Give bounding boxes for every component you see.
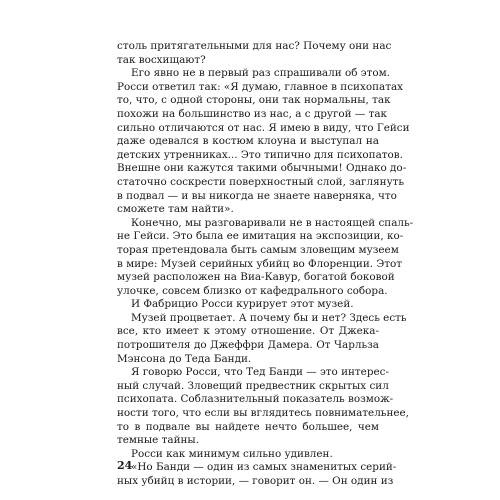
text-line: Конечно, мы разговаривали не в настоящей спаль-	[131, 216, 414, 229]
text-line: Росси как минимум сильно удивлен.	[131, 447, 333, 460]
text-line: «Но Банди — один из самых знаменитых серий-	[131, 461, 397, 474]
text-line: все, кто имеет к этому отношение. От Джека-	[117, 325, 379, 338]
text-line: сильно отличаются от нас. Я имею в виду, что Гейси	[117, 121, 410, 134]
text-line: так восхищают?	[117, 53, 206, 66]
page-number: 24	[117, 459, 133, 472]
text-line: потрошителя до Джеффри Дамера. От Чарльза	[117, 339, 379, 352]
text-line: И Фабрицио Росси курирует этот музей.	[131, 298, 354, 311]
body-text	[117, 40, 414, 489]
text-line: то в подвале вы найдете нечто большее, чем	[117, 420, 379, 433]
text-line: столь притягательными для нас? Почему они нас	[117, 40, 392, 52]
text-line: Музей процветает. А почему бы и нет? Здесь есть	[131, 311, 407, 324]
text-line: ный случай. Зловещий предвестник скрытых сил	[117, 379, 389, 392]
text-line: музей расположен на Виа-Кавур, богатой боковой	[117, 271, 395, 284]
text-line: сможете там найти».	[117, 203, 234, 216]
text-line: ности того, что если вы вглядитесь повнимательнее,	[117, 407, 409, 420]
text-line: Мэнсона до Теда Банди.	[117, 352, 252, 365]
text-line: похожи на большинство из нас, а с другой — так	[117, 107, 388, 120]
text-line: темные тайны.	[117, 434, 199, 447]
text-line: торая претендовала быть самым зловещим музеем	[117, 243, 399, 256]
text-line: ных убийц в истории, — говорит он. — Он один из	[117, 475, 394, 487]
text-line: Его явно не в первый раз спрашивали об этом.	[131, 67, 390, 80]
text-line: Я говорю Росси, что Тед Банди — это интерес-	[131, 366, 389, 379]
text-line: в мире: Музей серийных убийц во Флоренции. Этот	[117, 257, 403, 270]
text-line: не Гейси. Это была ее имитация на экспозиции, ко-	[117, 230, 404, 243]
text-line: Внешне они кажутся такими обычными! Однако до-	[117, 162, 407, 175]
text-line: в подвал — и вы никогда не знаете наверняка, что	[117, 189, 397, 202]
text-line: улочке, совсем близко от кафедрального собора.	[117, 284, 388, 297]
text-line: Росси ответил так: «Я думаю, главное в психопатах	[117, 80, 404, 93]
text-line: психопата. Соблазнительный показатель возмож-	[117, 393, 394, 406]
text-line: детских утренниках... Это типично для психопатов.	[117, 148, 403, 161]
text-line: то, что, с одной стороны, они так нормальны, так	[117, 94, 391, 107]
text-line: статочно соскрести поверхностный слой, заглянуть	[117, 175, 405, 188]
text-line: даже одевался в костюм клоуна и выступал на	[117, 135, 379, 148]
